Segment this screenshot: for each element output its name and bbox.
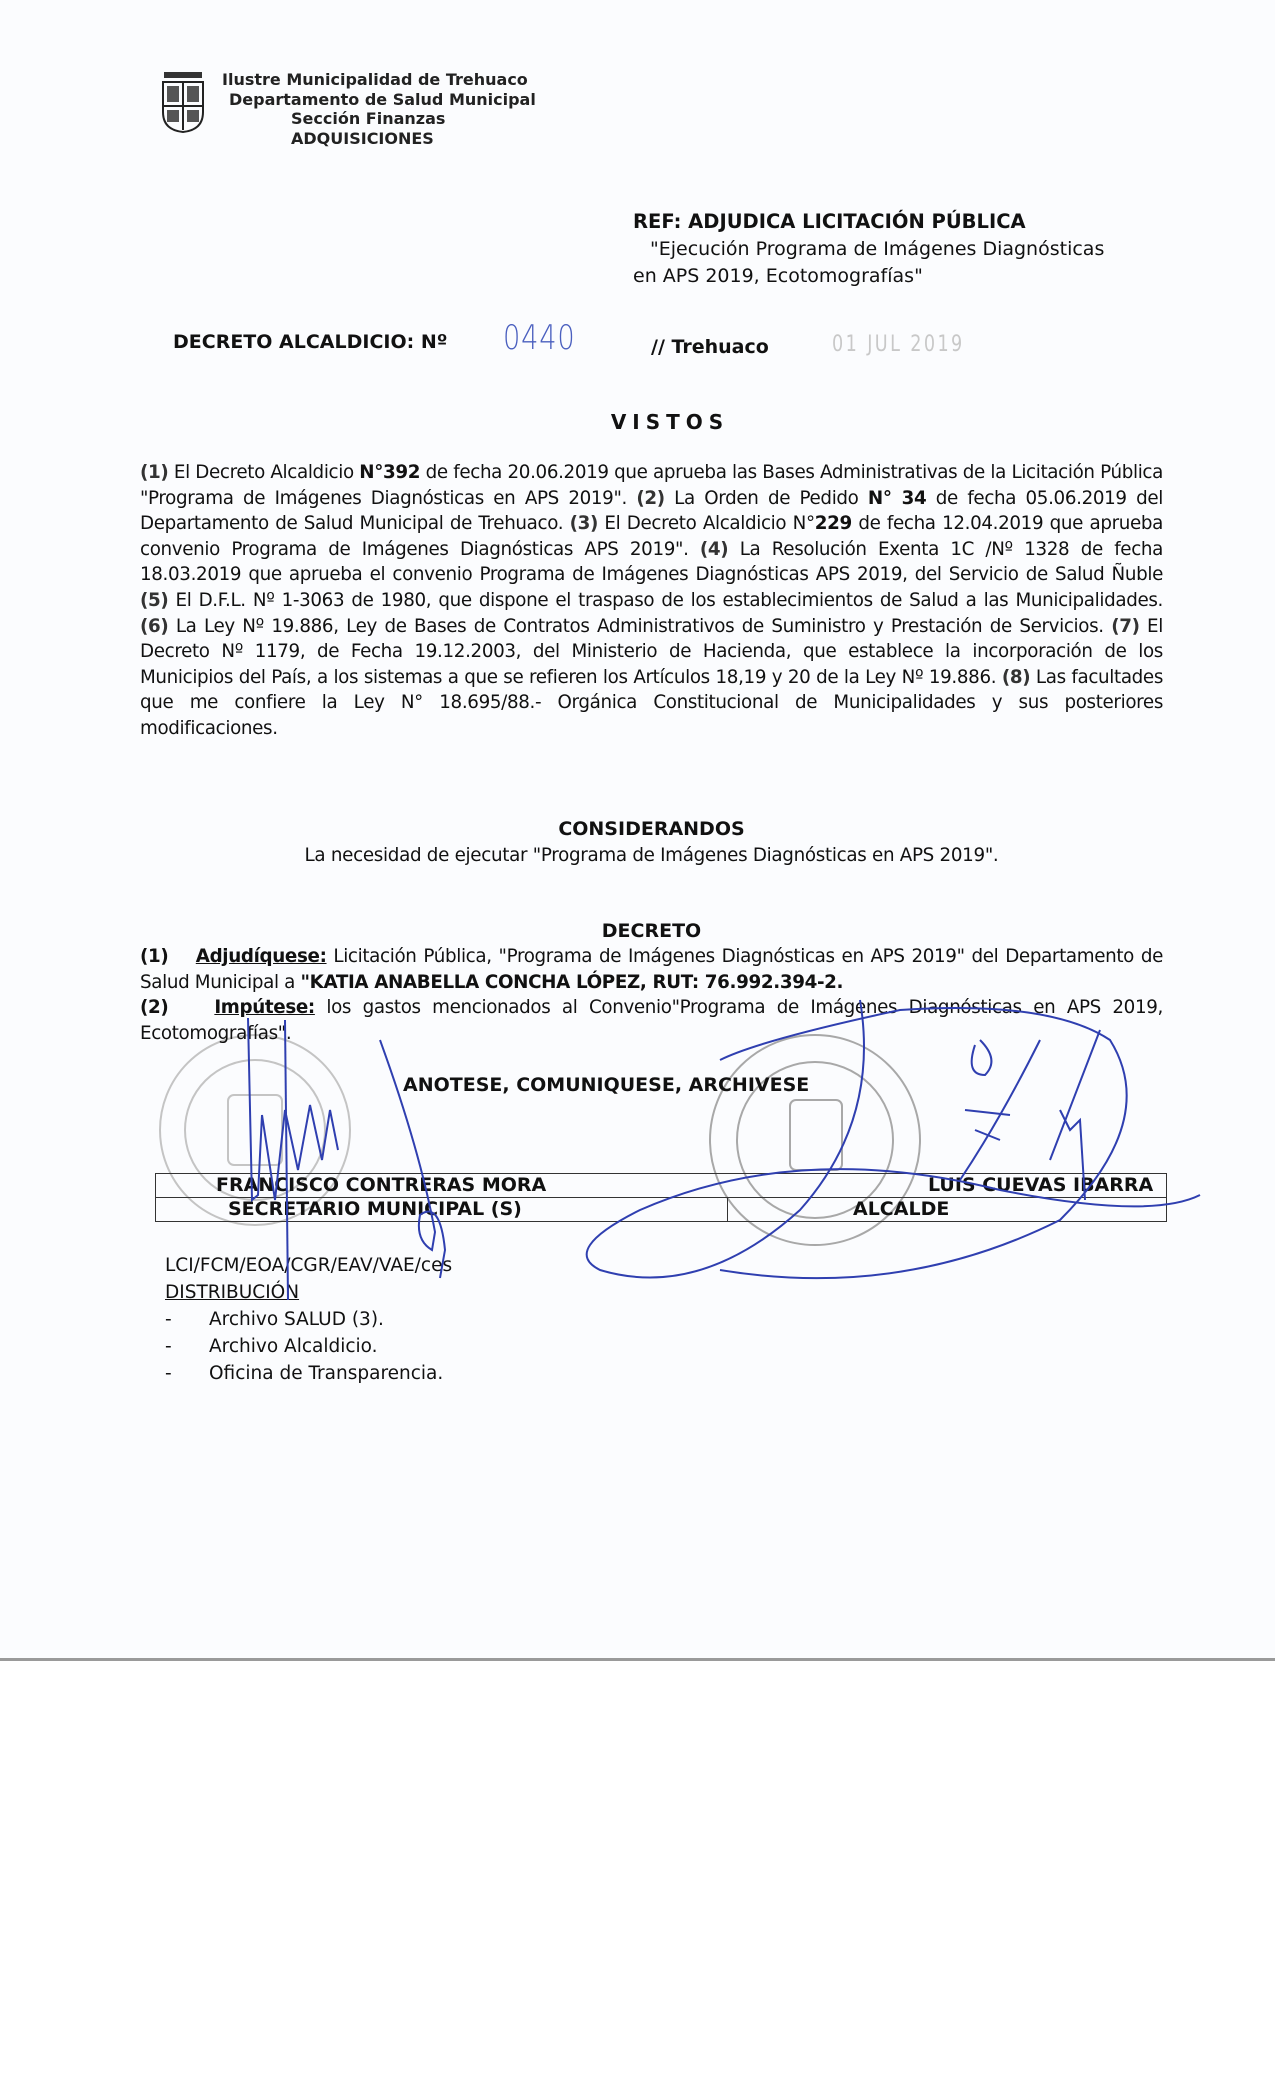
vistos-item-number: (2) [636, 487, 665, 509]
decreto-heading: DECRETO [601, 920, 702, 942]
letterhead [222, 70, 536, 148]
reference-block [633, 208, 1104, 290]
vistos-item-text: de fecha 05.06.2019 del Departamento de Salud Municipal de Trehuaco. [140, 487, 1163, 535]
signer-left-name: FRANCISCO CONTRERAS MORA [216, 1174, 547, 1196]
decreto-item1-label: Adjudíquese: [195, 946, 327, 967]
decreto-item2-number: (2) [140, 997, 169, 1019]
vistos-item-number: (8) [1001, 666, 1031, 688]
ref-line3: en APS 2019, Ecotomografías" [633, 265, 923, 287]
letterhead-line1: Ilustre Municipalidad de Trehuaco [222, 70, 528, 89]
vistos-item-text: El D.F.L. Nº 1-3063 de 1980, que dispone el traspaso de los establecimientos de Salud a las Municipalidades. [168, 589, 1163, 611]
date-stamp: 01 JUL 2019 [832, 332, 965, 357]
ref-line2: "Ejecución Programa de Imágenes Diagnósticas [650, 238, 1105, 260]
vistos-item-text: 229 [814, 513, 852, 535]
signer-right-name: LUIS CUEVAS IBARRA [928, 1174, 1154, 1196]
distribution-block [165, 1252, 452, 1387]
list-item: - Oficina de Transparencia. [165, 1363, 444, 1384]
letterhead-line2: Departamento de Salud Municipal [229, 89, 536, 109]
vistos-item-text: N° 34 [867, 487, 927, 509]
decreto-item2-text: los gastos mencionados al Convenio"Programa de Imágenes Diagnósticas en APS 2019, Ecotomografías". [140, 997, 1163, 1044]
decreto-item2-label: Impútese: [214, 997, 315, 1019]
ref-title: REF: ADJUDICA LICITACIÓN PÚBLICA [633, 210, 1026, 233]
vistos-item-number: (7) [1111, 615, 1140, 637]
awardee: "KATIA ANABELLA CONCHA LÓPEZ, RUT: 76.992.394-2. [300, 971, 844, 993]
initials: LCI/FCM/EOA/CGR/EAV/VAE/ces [165, 1255, 453, 1276]
vistos-item-text: Las facultades que me confiere la Ley N° 18.695/88.- Orgánica Constitucional de Municipalidades y sus posteriores modificaciones. [140, 666, 1163, 739]
vistos-item-number: (6) [140, 615, 169, 637]
vistos-item-text: La Orden de Pedido [664, 487, 868, 509]
decree-place: // Trehuaco [651, 336, 769, 358]
vistos-heading: VISTOS [610, 410, 730, 434]
letterhead-line3: Sección Finanzas [291, 109, 446, 128]
decreto-item1-text: Licitación Pública, "Programa de Imágenes Diagnósticas en APS 2019" del Departamento de Salud Municipal a [140, 946, 1163, 993]
vistos-item-text: El Decreto Alcaldicio N° [598, 513, 815, 535]
vistos-item-number: (3) [569, 513, 599, 535]
vistos-item-text: El Decreto Alcaldicio [168, 462, 360, 483]
list-item: - Archivo Alcaldicio. [165, 1336, 378, 1357]
signature-table [155, 1173, 1167, 1222]
signer-right-title: ALCALDE [853, 1198, 950, 1220]
vistos-item-text: de fecha 20.06.2019 que aprueba las Bases Administrativas de la Licitación Pública "Programa de Imágenes Diagnósticas en APS 2019". [140, 462, 1163, 509]
vistos-item-text: El Decreto Nº 1179, de Fecha 19.12.2003, del Ministerio de Hacienda, que establece la incorporación de los Municipios del País, a los sistemas a que se refieren los Artículos 18,19 y 20 de la Ley Nº 19.886. [140, 615, 1163, 688]
vistos-item-text: N°392 [359, 462, 421, 483]
decreto-item1-number: (1) [140, 946, 169, 967]
decreto-body [140, 944, 1163, 1046]
vistos-item-number: (1) [140, 462, 169, 483]
vistos-item-number: (5) [140, 589, 169, 611]
considerandos-heading: CONSIDERANDOS [558, 818, 745, 840]
vistos-body [140, 460, 1163, 742]
vistos-item-number: (4) [699, 538, 729, 560]
distribution-heading: DISTRIBUCIÓN [165, 1282, 300, 1303]
signer-left-title: SECRETARIO MUNICIPAL (S) [156, 1198, 728, 1221]
considerandos-text: La necesidad de ejecutar "Programa de Imágenes Diagnósticas en APS 2019". [304, 845, 999, 866]
letterhead-line4: ADQUISICIONES [291, 128, 434, 148]
vistos-item-text: de fecha 12.04.2019 que aprueba convenio Programa de Imágenes Diagnósticas APS 2019". [140, 513, 1163, 560]
vistos-item-text: La Resolución Exenta 1C /Nº 1328 de fecha 18.03.2019 que aprueba el convenio Programa de Imágenes Diagnósticas APS 2019, del Servicio de Salud Ñuble [140, 538, 1163, 586]
vistos-item-text: La Ley Nº 19.886, Ley de Bases de Contratos Administrativos de Suministro y Prestación de Servicios. [168, 615, 1112, 637]
municipal-crest-logo [160, 68, 206, 138]
decree-label: DECRETO ALCALDICIO: Nº [173, 331, 448, 353]
list-item: - Archivo SALUD (3). [165, 1309, 384, 1330]
decree-number-handwritten: 0440 [503, 318, 576, 358]
closing-formula: ANOTESE, COMUNIQUESE, ARCHIVESE [403, 1074, 810, 1096]
